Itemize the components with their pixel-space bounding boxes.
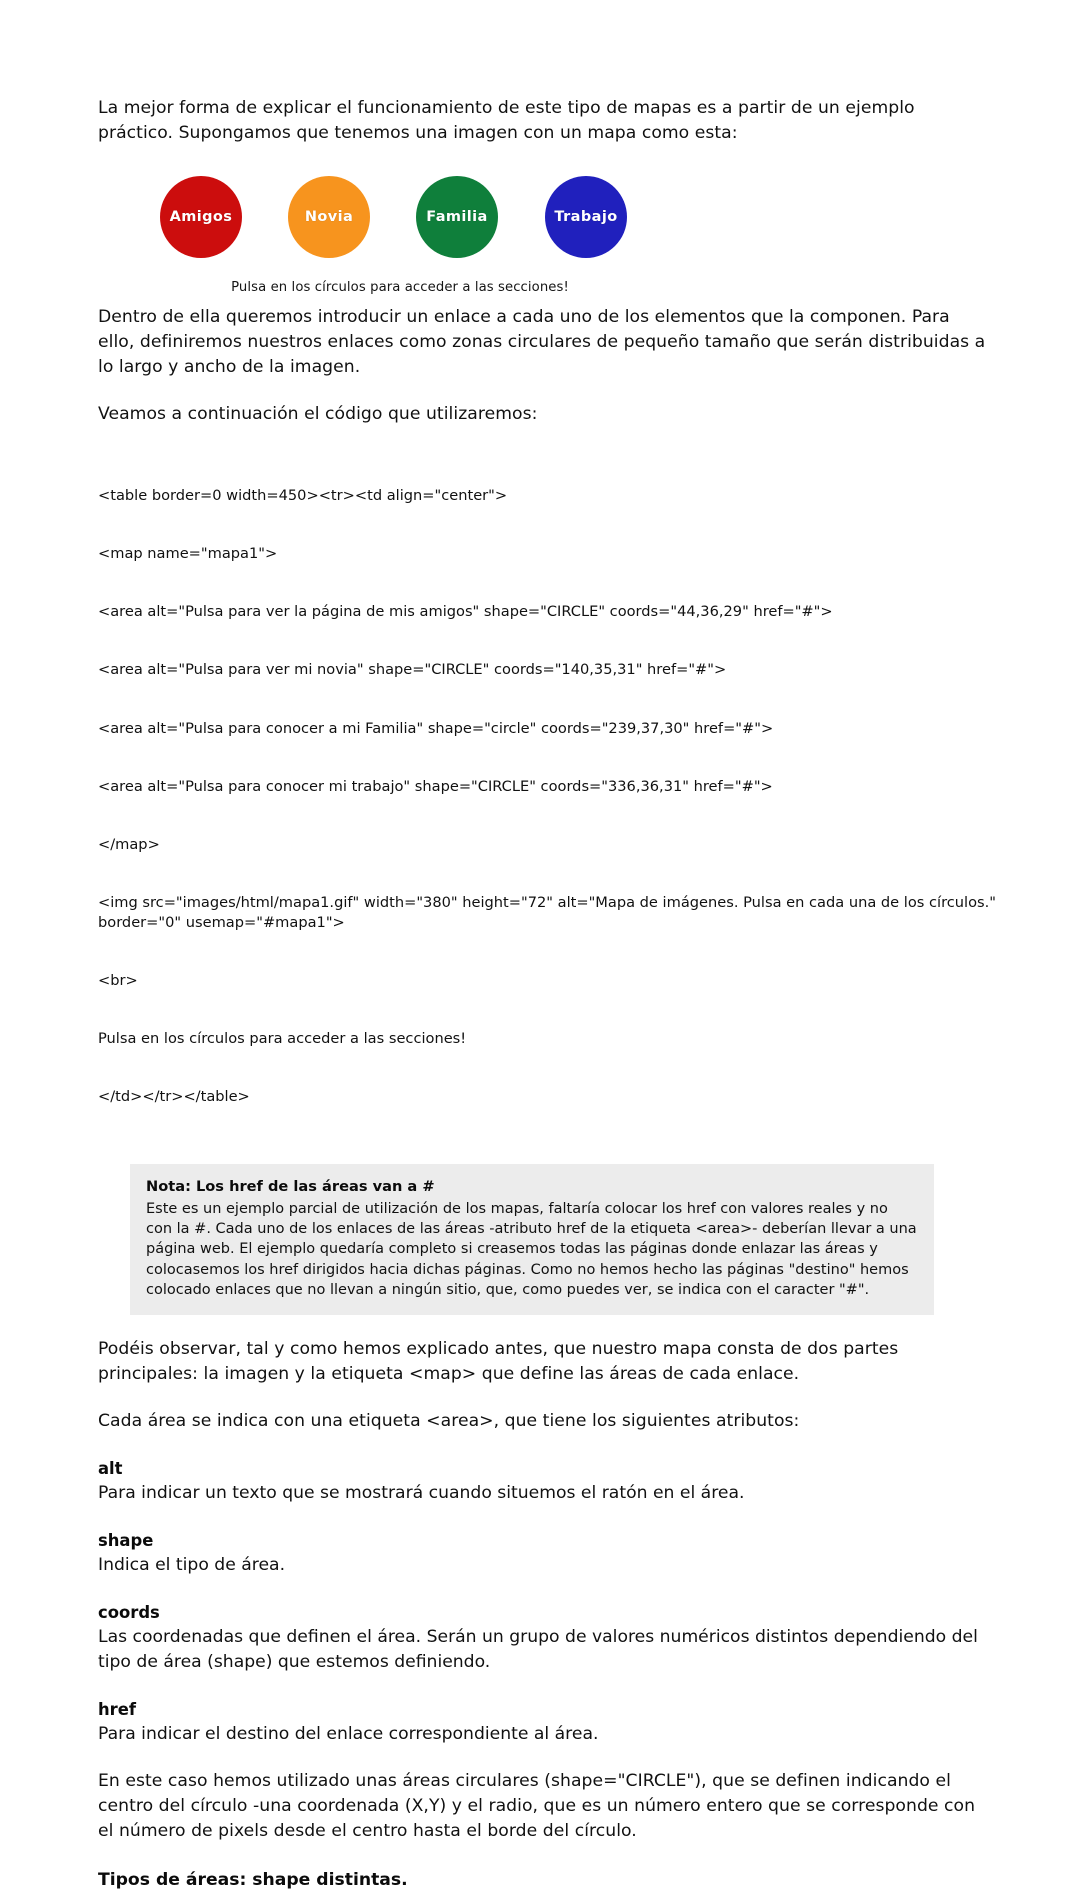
attribute-href [98,1699,988,1747]
circle-trabajo[interactable] [545,176,627,258]
document-content [98,96,1001,1893]
circle-amigos[interactable] [160,176,242,258]
code-line: <area alt="Pulsa para conocer mi trabajo" shape="CIRCLE" coords="336,36,31" href="#"> [98,777,773,795]
figure-caption: Pulsa en los círculos para acceder a las secciones! [231,280,569,295]
attribute-term-alt: alt [98,1458,123,1478]
code-block [98,447,1010,1146]
code-line: <area alt="Pulsa para ver la página de mis amigos" shape="CIRCLE" coords="44,36,29" href="#"> [98,603,833,621]
circle-novia[interactable] [288,176,370,258]
note-title: Nota: Los href de las áreas van a # [146,1177,435,1195]
image-map-figure [98,168,988,295]
attribute-shape [98,1530,988,1578]
note-box [130,1164,934,1315]
circle-novia-label: Novia [304,209,354,225]
paragraph-5: Cada área se indica con una etiqueta <area>, que tiene los siguientes atributos: [98,1410,800,1431]
attribute-definition-alt: Para indicar un texto que se mostrará cuando situemos el ratón en el área. [98,1482,745,1503]
attribute-term-coords: coords [98,1602,160,1622]
circle-familia-label: Familia [426,209,488,225]
closing-heading: Tipos de áreas: shape distintas. [98,1869,408,1890]
paragraph-2: Dentro de ella queremos introducir un enlace a cada uno de los elementos que la componen. Para ello, definiremos nuestros enlaces como zonas circulares de pequeño tamaño que serán distribuidas a lo largo y ancho de la imagen. [98,307,986,377]
note-body: Este es un ejemplo parcial de utilización de los mapas, faltaría colocar los href con valores reales y no con la #. Cada uno de los enlaces de las áreas -atributo href de la etiqueta <area>- deberían llevar a una página web. El ejemplo quedaría completo si creasemos todas las páginas donde enlazar las áreas y colocasemos los href dirigidos hacia dichas páginas. Como no hemos hecho las páginas "destino" hemos colocado enlaces que no llevan a ningún sitio, que, como puedes ver, se indica con el caracter "#". [146,1200,917,1299]
circle-trabajo-label: Trabajo [554,209,618,225]
paragraph-3: Veamos a continuación el código que utilizaremos: [98,404,538,424]
attribute-term-shape: shape [98,1530,154,1550]
code-line: <area alt="Pulsa para conocer a mi Familia" shape="circle" coords="239,37,30" href="#"> [98,719,774,737]
code-line: <map name="mapa1"> [98,545,278,563]
attribute-alt [98,1458,988,1506]
code-line: </td></tr></table> [98,1088,250,1106]
attribute-definition-shape: Indica el tipo de área. [98,1554,286,1575]
attribute-definition-coords: Las coordenadas que definen el área. Serán un grupo de valores numéricos distintos dependiendo del tipo de área (shape) que estemos definiendo. [98,1626,978,1672]
circle-row [160,176,640,264]
code-line: <img src="images/html/mapa1.gif" width="380" height="72" alt="Mapa de imágenes. Pulsa en cada una de los círculos." border="0" usemap="#mapa1"> [98,894,1001,931]
circle-familia[interactable] [416,176,498,258]
paragraph-4: Podéis observar, tal y como hemos explicado antes, que nuestro mapa consta de dos partes principales: la imagen y la etiqueta <map> que define las áreas de cada enlace. [98,1338,899,1384]
code-line: </map> [98,836,160,854]
paragraph-6: En este caso hemos utilizado unas áreas circulares (shape="CIRCLE"), que se definen indicando el centro del círculo -una coordenada (X,Y) y el radio, que es un número entero que se corresponde con el número de pixels desde el centro hasta el borde del círculo. [98,1770,976,1841]
code-line: Pulsa en los círculos para acceder a las secciones! [98,1030,467,1048]
intro-paragraph: La mejor forma de explicar el funcionamiento de este tipo de mapas es a partir de un ejemplo práctico. Supongamos que tenemos una imagen con un mapa como esta: [98,98,915,143]
attribute-coords [98,1602,988,1675]
attribute-definition-href: Para indicar el destino del enlace correspondiente al área. [98,1723,599,1744]
attribute-term-href: href [98,1699,136,1719]
code-line: <table border=0 width=450><tr><td align="center"> [98,486,508,504]
circle-amigos-label: Amigos [169,209,233,225]
code-line: <br> [98,971,138,989]
code-line: <area alt="Pulsa para ver mi novia" shape="CIRCLE" coords="140,35,31" href="#"> [98,661,727,679]
